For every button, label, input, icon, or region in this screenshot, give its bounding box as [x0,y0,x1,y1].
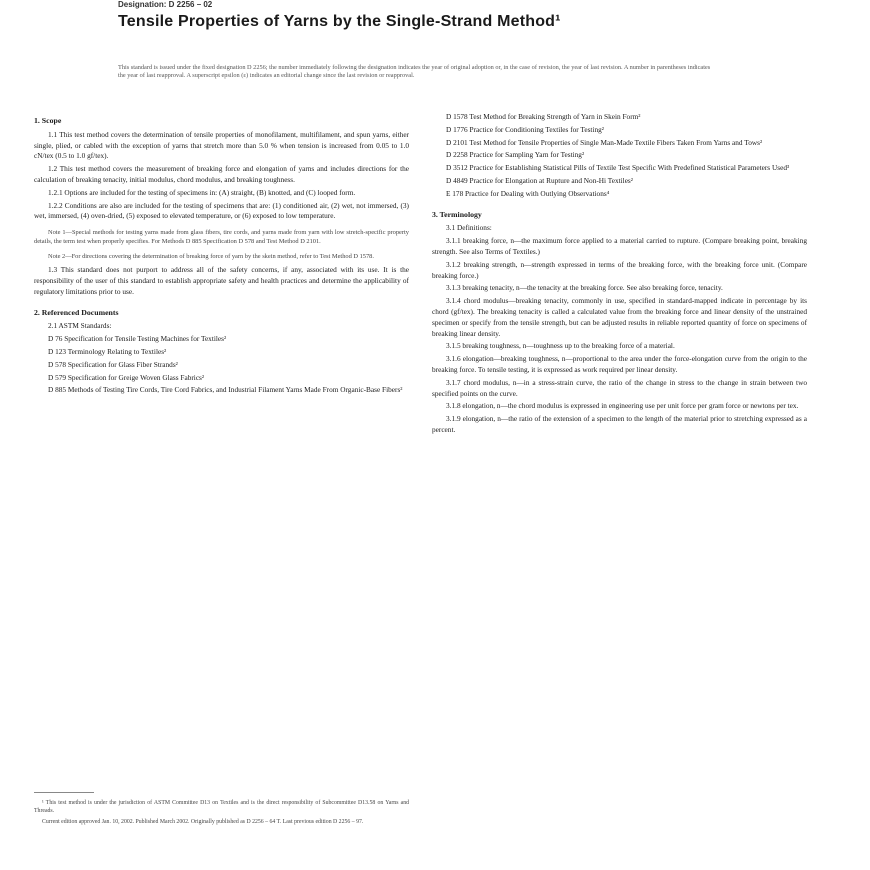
reference-item: D 123 Terminology Relating to Textiles² [48,346,167,356]
definition: 3.1.6 elongation—breaking toughness, n—proportional to the area under the force-elongation curve from the origin to the breaking force. To tensile testing, it is expressed as work required per linear density. [432,354,807,374]
note: Note 1—Special methods for testing yarns made from glass fibers, tire cords, and yarns made from yarn with low stretch-specific property details, the term test when properly specifies. For Methods D 885 Specification D 578 and Test Method D 2101. [34,229,409,246]
note: Note 2—For directions covering the determination of breaking force of yarn by the skein method, refer to Test Method D 1578. [48,253,374,261]
standard-notice: This standard is issued under the fixed designation D 2256; the number immediately following the designation indicates the year of original adoption or, in the case of revision, the year of last revision. A number in parentheses indicates the year of last reapproval. A superscript epsilon (ε) indicates an editorial change since the last revision or reapproval. [118,64,711,80]
paragraph: 1.2.2 Conditions are also are included for the testing of specimens that are: (1) conditioned air, (2) wet, not immersed, (3) wet, immersed, (4) oven-dried, (5) exposed to elevated temperature, or (6) exposed to low temperature. [34,200,409,221]
left-column [34,112,409,398]
footnote: ¹ This test method is under the jurisdiction of ASTM Committee D13 on Textiles and is the direct responsibility of Subcommittee D13.58 on Yarns and Threads. [34,800,409,815]
definition: 3.1.4 chord modulus—breaking tenacity, commonly in use, specified in standard-mapped indicate in percentage by its chord (gf/tex). The breaking tenacity is called a calculated value from the breaking force and linear density of the unstrained specimen or specify from the tensile strength, but can be adjusted results in reliable reported quantity of force on specimens of breaking linear density. [432,296,807,338]
right-column [432,112,807,438]
subsection-label: 3.1 Definitions: [446,223,492,233]
reference-item: D 1578 Test Method for Breaking Strength of Yarn in Skein Form² [446,112,641,121]
subsection-label: 2.1 ASTM Standards: [48,321,112,331]
reference-item: D 885 Methods of Testing Tire Cords, Tire Cord Fabrics, and Industrial Filament Yarns Made From Organic-Base Fibers² [48,385,403,395]
reference-item: D 76 Specification for Tensile Testing Machines for Textiles² [48,334,227,344]
reference-item: D 2101 Test Method for Tensile Properties of Single Man-Made Textile Fibers Taken From Yarns and Tows² [446,137,763,147]
footnote: Current edition approved Jan. 10, 2002. Published March 2002. Originally published as D 2256 – 64 T. Last previous edition D 2256 – 97. [42,818,364,825]
paragraph: 1.1 This test method covers the determination of tensile properties of monofilament, multifilament, and spun yarns, either single, plied, or cabled with the exception of yarns that stretch more than 5.0 % when tension is increased from 0.05 to 1.0 cN/tex (0.5 to 1.0 gf/tex). [34,129,409,161]
definition: 3.1.3 breaking tenacity, n—the tenacity at the breaking force. See also breaking force, tenacity. [446,283,723,293]
document-header [118,0,758,80]
section-heading-scope: 1. Scope [34,116,62,125]
reference-item: E 178 Practice for Dealing with Outlying Observations⁴ [446,188,610,198]
paragraph: 1.2.1 Options are included for the testing of specimens in: (A) straight, (B) knotted, and (C) looped form. [48,187,356,197]
definition: 3.1.9 elongation, n—the ratio of the extension of a specimen to the length of the material prior to stretching expressed as a percent. [432,414,807,434]
definition: 3.1.8 elongation, n—the chord modulus is expressed in engineering use per unit force per gram force or newtons per tex. [446,401,799,411]
reference-item: D 579 Specification for Greige Woven Glass Fabrics² [48,372,205,382]
definition: 3.1.7 chord modulus, n—in a stress-strain curve, the ratio of the change in stress to the change in strain between two specified points on the curve. [432,377,807,398]
paragraph: 1.2 This test method covers the measurement of breaking force and elongation of yarns and includes directions for the calculation of breaking tenacity, initial modulus, chord modulus, and breaking toughness. [34,164,409,184]
definition: 3.1.2 breaking strength, n—strength expressed in terms of the breaking force, with the breaking force unit. (Compare breaking force.) [432,259,807,280]
reference-item: D 4849 Practice for Elongation at Rupture and Non-Hi Textiles² [446,175,633,185]
reference-item: D 2258 Practice for Sampling Yarn for Testing² [446,150,585,160]
paragraph-safety: 1.3 This standard does not purport to address all of the safety concerns, if any, associated with its use. It is the responsibility of the user of this standard to establish appropriate safety and health practices and determine the applicability of regulatory limitations prior to use. [34,265,409,296]
document-title: Tensile Properties of Yarns by the Single-Strand Method¹ [118,13,561,30]
definition: 3.1.5 breaking toughness, n—toughness up to the breaking force of a material. [446,341,675,351]
reference-item: D 1776 Practice for Conditioning Textiles for Testing² [446,124,604,134]
definition: 3.1.1 breaking force, n—the maximum force applied to a material carried to rupture. (Compare breaking point, breaking strength. See also Terms of Textiles.) [432,236,807,256]
reference-item: D 578 Specification for Glass Fiber Strands² [48,359,178,369]
footnote-rule [34,792,94,793]
designation-line: Designation: D 2256 – 02 [118,0,213,9]
section-heading-references: 2. Referenced Documents [34,307,119,317]
reference-item: D 3512 Practice for Establishing Statistical Pills of Textile Test Specific With Predefined Statistical Parameters Used³ [446,163,790,173]
section-heading-terminology: 3. Terminology [432,209,482,219]
footnotes [34,792,409,828]
